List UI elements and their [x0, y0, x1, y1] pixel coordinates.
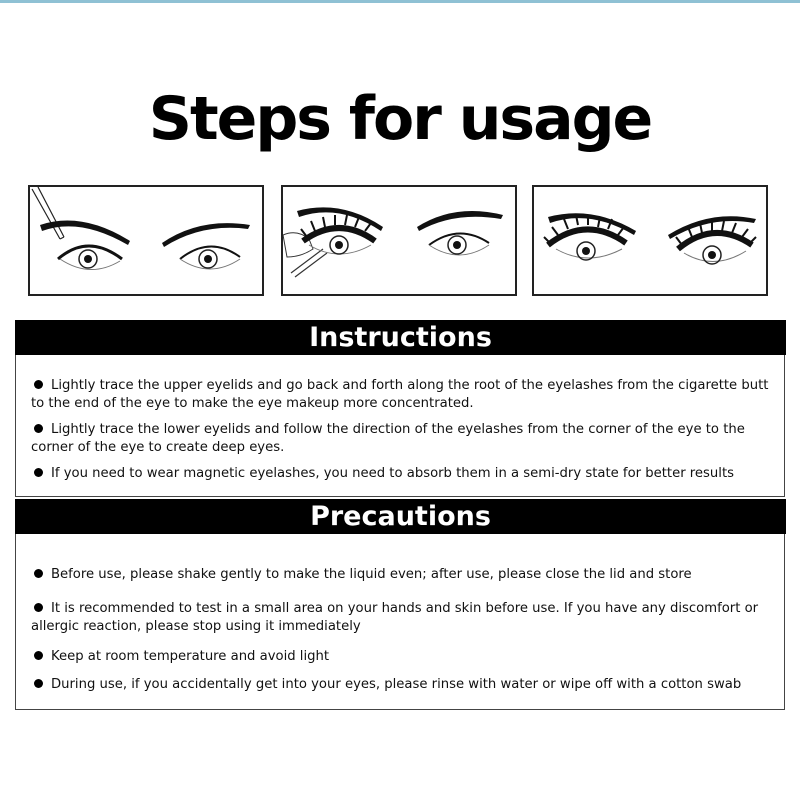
- page-title: Steps for usage: [148, 84, 652, 154]
- bullet-icon: [34, 603, 43, 612]
- right-eyebrow: [162, 223, 250, 247]
- precaution-item: During use, if you accidentally get into your eyes, please rinse with water or wipe off with a cotton swab: [31, 676, 776, 694]
- step-3-illustration: [532, 185, 768, 296]
- bullet-icon: [34, 468, 43, 477]
- bullet-icon: [34, 679, 43, 688]
- bullet-icon: [34, 424, 43, 433]
- bullet-icon: [34, 569, 43, 578]
- bullet-icon: [34, 651, 43, 660]
- right-eye-icon: [429, 233, 489, 255]
- step-1-illustration: [28, 185, 264, 296]
- precaution-item: Before use, please shake gently to make the liquid even; after use, please close the lid and store: [31, 566, 776, 584]
- instruction-item: Lightly trace the lower eyelids and follow the direction of the eyelashes from the corner of the eye to the corner of the eye to create deep eyes.: [31, 422, 745, 455]
- right-eye-lash-icon: [676, 221, 756, 264]
- left-eyebrow: [40, 221, 130, 245]
- instruction-item: Lightly trace the upper eyelids and go back and forth along the root of the eyelashes from the cigarette butt to the end of the eye to make the eye makeup more concentrated.: [31, 378, 769, 411]
- liner-brush-icon: [32, 187, 64, 239]
- instructions-heading: Instructions: [15, 320, 786, 355]
- instruction-item: If you need to wear magnetic eyelashes, you need to absorb them in a semi-dry state for better results: [31, 465, 776, 483]
- left-eye-icon: [58, 246, 122, 270]
- precautions-heading: Precautions: [15, 499, 786, 534]
- precaution-item: It is recommended to test in a small area on your hands and skin before use. If you have any discomfort or allergic reaction, please stop using it immediately: [31, 601, 759, 634]
- right-eye-icon: [180, 246, 240, 269]
- right-eyebrow: [417, 211, 503, 231]
- precaution-item: Keep at room temperature and avoid light: [31, 648, 776, 666]
- top-accent-line: [0, 0, 800, 3]
- step-2-illustration: [281, 185, 517, 296]
- bullet-icon: [34, 380, 43, 389]
